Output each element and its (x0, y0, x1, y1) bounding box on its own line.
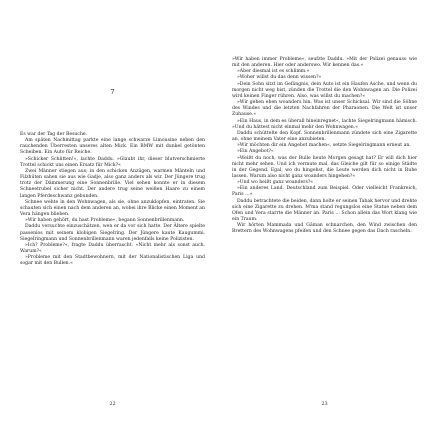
paragraph: »Wir haben immer Probleme«, seufzte Daddu. »Mit der Polizei genauso wie mit den anderen. Hier oder anderswo. Wir kennen das.« (232, 57, 417, 69)
paragraph: »Wir haben gehört, du hast Probleme«, begann Sonnenbrillenmann. (25, 218, 185, 224)
paragraph: »Probleme mit den Stadtbewohnern, mit der Nationalistischen Liga und sogar mit den Bullen.« (20, 255, 205, 267)
page-number: 23 (321, 401, 328, 407)
paragraph: »Ich? Probleme?«, fragte Daddu überrascht. »Nicht mehr als sonst auch. Warum?« (20, 242, 205, 254)
paragraph: Es war der Tag der Besuche. (20, 132, 88, 137)
paragraph: Wir hörten Mammada und Gâman schnarchen, den Wind zwischen den Brettern des Wohnwagens pfeifen und den Schnee gegen das Dach rascheln. (232, 223, 417, 235)
paragraph: Schnee wehte in den Wohnwagen, als sie, ohne anzuklopfen, eintraten. Sie schauten sich einen nach dem anderen an, wobei ihre Blicke einen Moment an Vera hängen blieben. (20, 199, 205, 218)
paragraph: »Woher willst du das denn wissen?« (237, 75, 322, 81)
paragraph: »Ein Angebot?« (237, 149, 274, 155)
left-page-text (20, 132, 205, 267)
right-page-text (232, 57, 417, 236)
paragraph: »Weißt du noch, was der Bulle heute Morgen gesagt hat? Er will dich hier nicht mehr sehen. Und ich vermute mal, das Gleiche gilt für so einige Städte in der Gegend. Egal, wo du hingehst, die Leute werden dich nicht in Ruhe lassen. Warum also nicht ganz woanders hingehen?« (232, 155, 417, 179)
paragraph: »Ein anderes Land. Deutschland zum Beispiel. Oder vielleicht Frankreich, Paris …« (232, 186, 417, 198)
paragraph: »Und wo heißt ganz woanders?« (237, 180, 314, 186)
chapter-number: 7 (110, 88, 115, 96)
paragraph: »Dein Sohn sitzt im Gefängnis, dein Auto ist ein Haufen Asche, und wenn du morgen nicht weg bist, zünden die Trottel die den Wohnwagen an. Die Polizei wird keinen Finger rühren. Also, was willst du machen?« (232, 81, 417, 99)
paragraph: Daddu schüttelte den Kopf. Sonnenbrillenmann zündete sich eine Zigarette an, ohne meinem Vater eine anzubieten. (232, 130, 417, 143)
paragraph: »Wir möchten dir ein Angebot machen«, setzte Siegelringmann erneut an. (237, 143, 411, 149)
paragraph: »Wir gehen eben woanders hin. Was ist unser Schicksal. Wir sind die Söhne des Windes und die letzten Nachfahren der Pharaonen. Die Welt ist unser Zuhause.« (232, 100, 417, 118)
right-page (232, 0, 417, 440)
page-number: 22 (109, 401, 116, 407)
paragraph: Daddu betrachtete die beiden, dann holte er seinen Tabak hervor und drehte sich eine Zigarette zu drehen. M'ma stand regungslos eine Statue neben dem Ofen und Vera starrte die Männer an. Paris … Schon allein das Wort klang wie ein Traum. (232, 198, 417, 223)
paragraph: Daddu versuchte einzuschätzen, wen er da vor sich hatte. Der Ältere spielte passenlos mit seinem klobigen Siegelring. Der Jüngere kaute Kaugummi. Siegelringmann und Sonnenbrillenmann waren jedenfalls keine Polizisten. (20, 224, 205, 242)
left-page (20, 0, 205, 440)
paragraph: »Aber diesmal ist es schlimm.« (237, 69, 310, 75)
paragraph: Am späten Nachmittag parkte eine lange schwarze Limousine neben den rauchenden Überresten unseres alten Mick. Ein BMW mit dunkel getönten Scheiben. Ein Auto für Reiche. (20, 138, 205, 156)
paragraph: »Schicker Schlitten!«, lachte Daddu. »Glaubt ihr, dieser blutverschmierte Trottel schickt uns einen Ersatz für Mick?« (20, 156, 205, 168)
paragraph: Zwei Männer stiegen aus; in den schicken Anzügen, warmen Mänteln und Filzhüten sahen sie aus wie Gadje, also ganz anders als wir. Der Jüngere trug trotz der Dämmerung eine Sonnenbrille. Viel sehen konnte er in diesem Schneetrubel sicher nicht. Der andere trug seine weißen Haare zu einem langen Pferdeschwanz gebunden. (20, 168, 205, 199)
paragraph: »Ein Haus, in dem es überall hineinregnet«, lachte Siegelringmann hämisch. »Und du hättest nicht einmal mehr den Wohnwagen.« (232, 118, 417, 130)
